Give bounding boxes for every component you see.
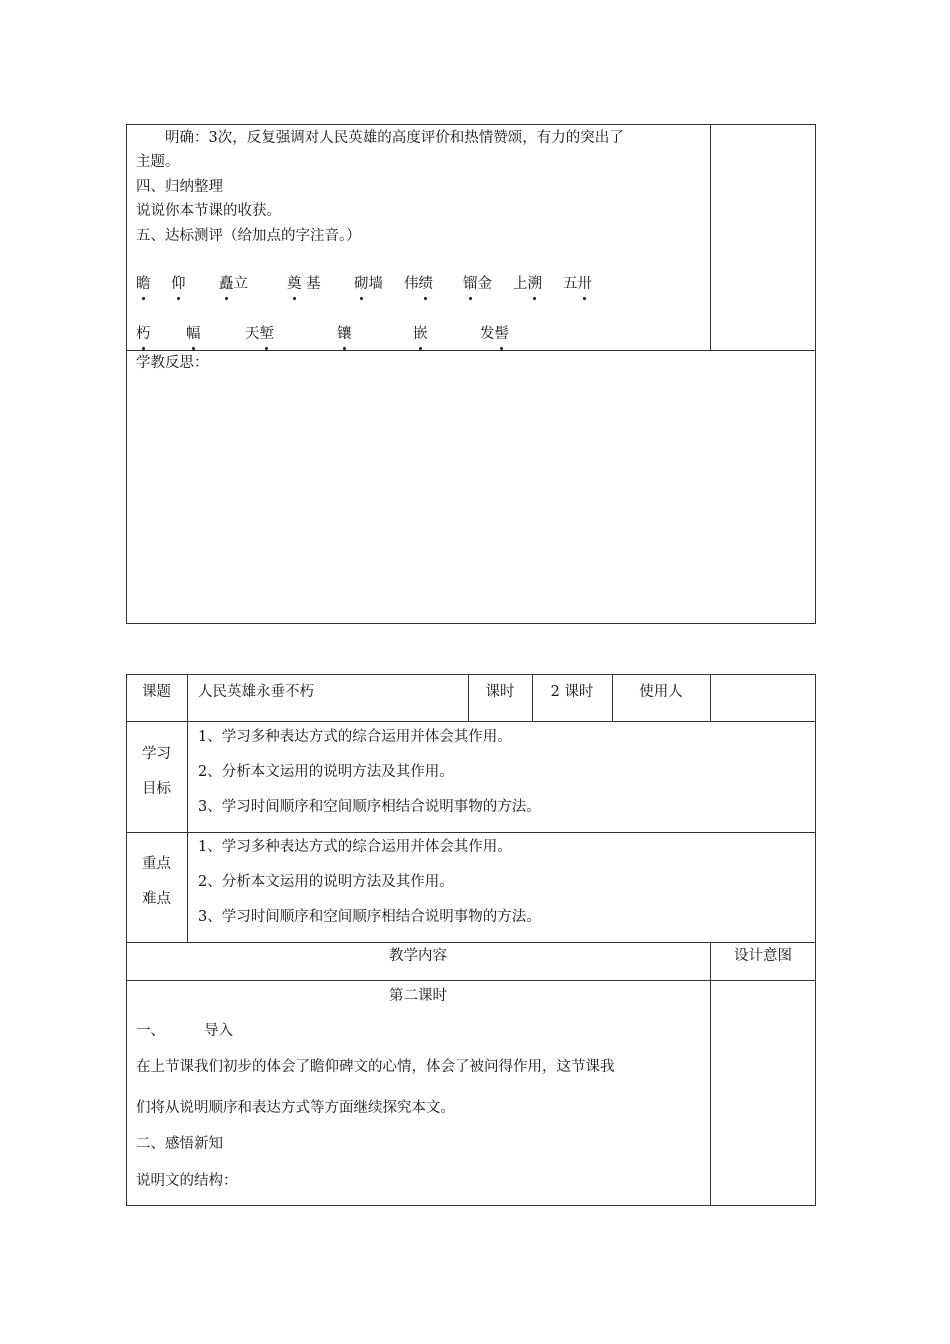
quiz-word: 嵌 (413, 326, 428, 342)
design-intent-heading: 设计意图 (734, 948, 792, 964)
goals-label: 学习 (142, 746, 171, 762)
topic-label: 课题 (142, 684, 171, 700)
keypoint-item: 3、学习时间顺序和空间顺序相结合说明事物的方法。 (198, 909, 541, 925)
row-divider (126, 942, 816, 943)
quiz-word: 幅 (186, 326, 201, 342)
keypoints-label: 难点 (142, 891, 171, 907)
intro-paragraph-cont: 们将从说明顺序和表达方式等方面继续探究本文。 (136, 1100, 455, 1116)
quiz-word: 瞻 (136, 276, 151, 292)
quiz-word: 朽 (136, 326, 151, 342)
intro-paragraph: 在上节课我们初步的体会了瞻仰碑文的心情，体会了被问得作用，这节课我 (136, 1059, 615, 1075)
quiz-word: 镶 (337, 326, 352, 342)
goals-label: 目标 (142, 781, 171, 797)
quiz-word: 发髻 (480, 326, 509, 342)
row-divider (126, 832, 816, 833)
quiz-word: 伟绩 (404, 276, 433, 292)
quiz-word: 天堑 (245, 326, 274, 342)
section-five-heading: 五、达标测评（给加点的字注音。） (136, 228, 361, 244)
keypoints-label: 重点 (142, 856, 171, 872)
quiz-word: 奠 基 (287, 276, 321, 292)
table-1 (126, 124, 816, 624)
col-divider (710, 942, 711, 1206)
quiz-word: 砌墙 (354, 276, 383, 292)
col-divider (187, 674, 188, 943)
goal-item: 1、学习多种表达方式的综合运用并体会其作用。 (198, 729, 512, 745)
answer-line-cont: 主题。 (136, 154, 180, 170)
structure-label: 说明文的结构： (136, 1173, 238, 1189)
table-1-row-divider (126, 350, 816, 351)
quiz-word: 镏金 (463, 276, 492, 292)
quiz-word: 矗立 (219, 276, 248, 292)
answer-line: 明确：3次，反复强调对人民英雄的高度评价和热情赞颂，有力的突出了 (165, 130, 624, 146)
keypoint-item: 1、学习多种表达方式的综合运用并体会其作用。 (198, 839, 512, 855)
keypoint-item: 2、分析本文运用的说明方法及其作用。 (198, 874, 454, 890)
goal-item: 2、分析本文运用的说明方法及其作用。 (198, 764, 454, 780)
section-one-number: 一、 (136, 1023, 165, 1039)
section-one-title: 导入 (204, 1023, 233, 1039)
section-four-heading: 四、归纳整理 (136, 179, 223, 195)
section-two-title: 二、感悟新知 (136, 1136, 223, 1152)
row-divider (126, 980, 816, 981)
reflection-label: 学教反思： (136, 355, 209, 371)
period-label: 课时 (485, 684, 515, 700)
col-divider (710, 674, 711, 722)
section-four-text: 说说你本节课的收获。 (136, 203, 281, 219)
quiz-word: 仰 (171, 276, 186, 292)
user-label: 使用人 (639, 684, 683, 700)
period-value: 2 课时 (550, 684, 594, 700)
session-title: 第二课时 (389, 988, 447, 1004)
table-2 (126, 674, 816, 1206)
quiz-word: 上溯 (513, 276, 542, 292)
quiz-word: 五卅 (563, 276, 592, 292)
table-1-divider (710, 124, 711, 351)
teaching-content-heading: 教学内容 (389, 948, 447, 964)
row-divider (126, 721, 816, 722)
goal-item: 3、学习时间顺序和空间顺序相结合说明事物的方法。 (198, 799, 541, 815)
topic-value: 人民英雄永垂不朽 (198, 684, 314, 700)
